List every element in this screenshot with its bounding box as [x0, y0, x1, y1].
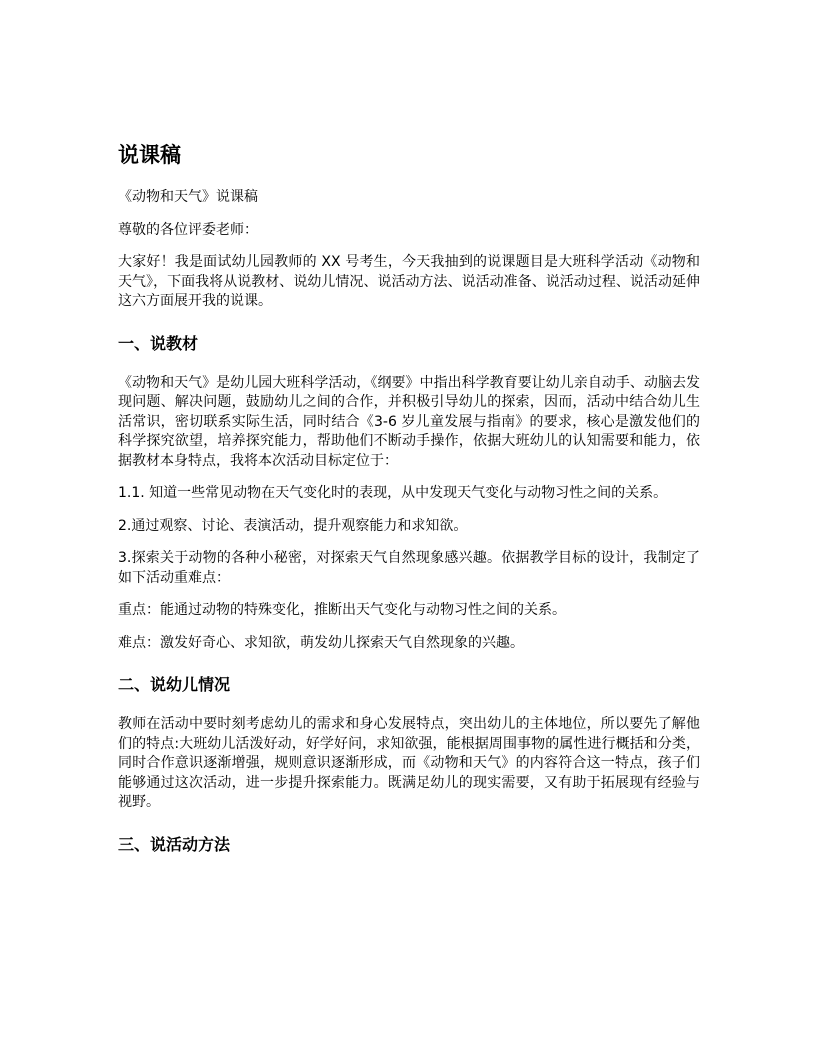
key-point: 重点：能通过动物的特殊变化，推断出天气变化与动物习性之间的关系。: [118, 602, 566, 618]
document-subtitle: 《动物和天气》说课稿: [118, 189, 258, 205]
section-paragraph: 教师在活动中要时刻考虑幼儿的需求和身心发展特点，突出幼儿的主体地位，所以要先了解他们的特点:大班幼儿活泼好动，好学好问，求知欲强，能根据周围事物的属性进行概括和分类，同时合作意识逐渐增强，规则意识逐渐形成，而《动物和天气》的内容符合这一特点，孩子们能够通过这次活动，进一步提升探索能力。既满足幼儿的现实需要，又有助于拓展现有经验与视野。: [118, 716, 700, 810]
salutation: 尊敬的各位评委老师：: [118, 221, 258, 238]
section-paragraph: 《动物和天气》是幼儿园大班科学活动，《纲要》中指出科学教育要让幼儿亲自动手、动脑去发现问题、解决问题，鼓励幼儿之间的合作，并积极引导幼儿的探索，因而，活动中结合幼儿生活常识，密切联系实际生活，同时结合《3-6 岁儿童发展与指南》的要求，核心是激发他们的科学探究欲望，培养探究能力，帮助他们不断动手操作，依据大班幼儿的认知需要和能力，依据教材本身特点，我将本次活动目标定位于：: [118, 374, 700, 469]
section-heading-teaching-material: 一、说教材: [118, 333, 199, 353]
section-heading-children-situation: 二、说幼儿情况: [118, 675, 231, 694]
document-title: 说课稿: [118, 143, 181, 167]
intro-paragraph: 大家好！我是面试幼儿园教师的 XX 号考生，今天我抽到的说课题目是大班科学活动《动物和天气》，下面我将从说教材、说幼儿情况、说活动方法、说活动准备、说活动过程、说活动延伸这六方面展开我的说课。: [118, 254, 700, 309]
goal-item-1: 1.1. 知道一些常见动物在天气变化时的表现，从中发现天气变化与动物习性之间的关系。: [118, 485, 668, 501]
goal-item-3: 3.探索关于动物的各种小秘密，对探索天气自然现象感兴趣。依据教学目标的设计，我制定了如下活动重难点：: [118, 550, 700, 586]
difficult-point: 难点：激发好奇心、求知欲，萌发幼儿探索天气自然现象的兴趣。: [118, 634, 524, 651]
document-page: [118, 140, 700, 875]
goal-item-2: 2.通过观察、讨论、表演活动，提升观察能力和求知欲。: [118, 517, 468, 534]
section-heading-activity-method: 三、说活动方法: [118, 834, 231, 854]
